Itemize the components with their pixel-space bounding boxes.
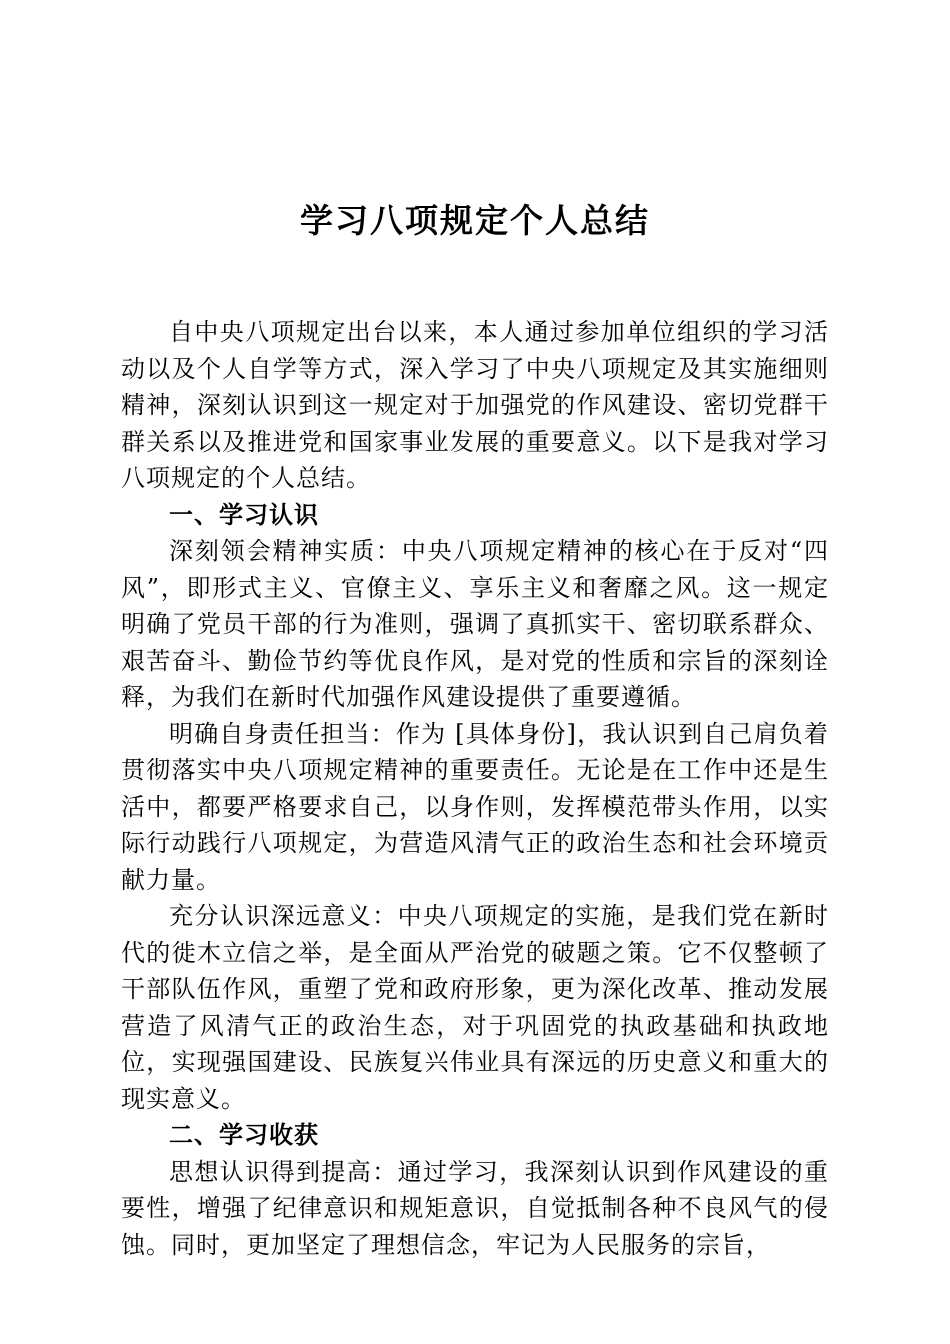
section1-paragraph-1: 深刻领会精神实质：中央八项规定精神的核心在于反对“四风”，即形式主义、官僚主义、享乐主义和奢靡之风。这一规定明确了党员干部的行为准则，强调了真抓实干、密切联系群众、艰苦奋斗、勤俭节约等优良作风，是对党的性质和宗旨的深刻诠释，为我们在新时代加强作风建设提供了重要遵循。 (121, 537, 829, 711)
section-heading-1: 一、学习认识 (169, 500, 319, 529)
document-title: 学习八项规定个人总结 (300, 201, 650, 240)
section-heading-2: 二、学习收获 (169, 1121, 319, 1149)
section2-paragraph-1: 思想认识得到提高：通过学习，我深刻认识到作风建设的重要性，增强了纪律意识和规矩意识，自觉抵制各种不良风气的侵蚀。同时，更加坚定了理想信念，牢记为人民服务的宗旨， (121, 1157, 829, 1259)
intro-paragraph: 自中央八项规定出台以来，本人通过参加单位组织的学习活动以及个人自学等方式，深入学习了中央八项规定及其实施细则精神，深刻认识到这一规定对于加强党的作风建设、密切党群干群关系以及推进党和国家事业发展的重要意义。以下是我对学习八项规定的个人总结。 (121, 318, 829, 492)
section1-paragraph-3: 充分认识深远意义：中央八项规定的实施，是我们党在新时代的徙木立信之举，是全面从严治党的破题之策。它不仅整顿了干部队伍作风，重塑了党和政府形象，更为深化改革、推动发展营造了风清气正的政治生态，对于巩固党的执政基础和执政地位，实现强国建设、民族复兴伟业具有深远的历史意义和重大的现实意义。 (121, 902, 829, 1113)
section1-paragraph-2: 明确自身责任担当：作为 [具体身份]，我认识到自己肩负着贯彻落实中央八项规定精神的重要责任。无论是在工作中还是生活中，都要严格要求自己，以身作则，发挥模范带头作用，以实际行动践行八项规定，为营造风清气正的政治生态和社会环境贡献力量。 (121, 719, 829, 894)
